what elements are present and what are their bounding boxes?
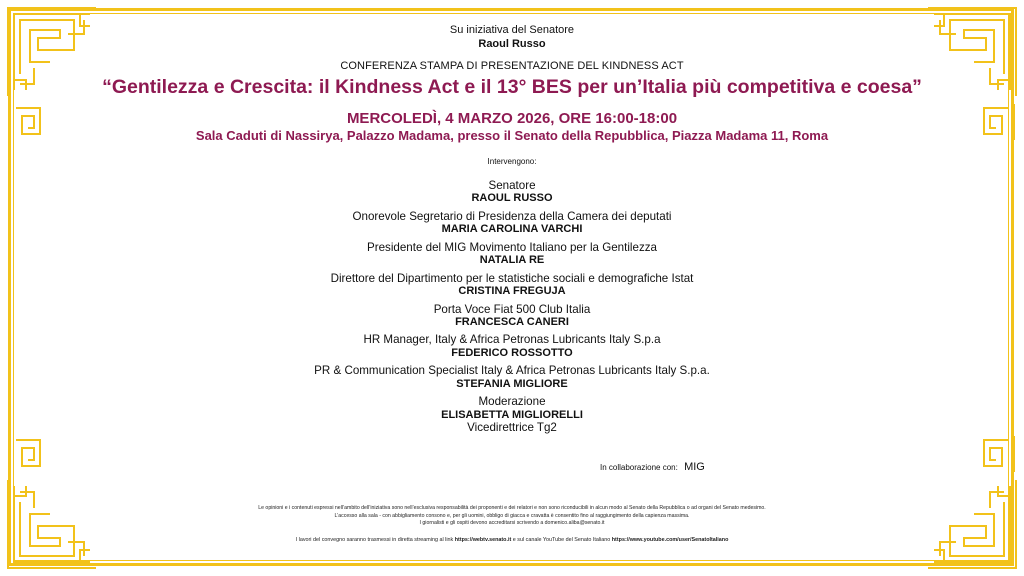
speaker-entry: [100, 364, 924, 390]
disclaimer-line: I giornalisti e gli ospiti devono accreditarsi scrivendo a domenico.aliba@senato.it: [419, 520, 605, 527]
streaming-text: I lavori del convegno saranno trasmessi in diretta streaming al link: [295, 537, 454, 543]
event-date: MERCOLEDÌ, 4 MARZO 2026, ORE 16:00-18:00: [346, 109, 678, 127]
side-ornament-left-upper: [4, 100, 48, 144]
corner-ornament-top-right: [924, 4, 1020, 100]
corner-ornament-bottom-right: [924, 476, 1020, 572]
event-title: “Gentilezza e Crescita: il Kindness Act e il 13° BES per un’Italia più competitiva e coesa”: [102, 76, 922, 99]
streaming-text-middle: e sul canale YouTube del Senato Italiano: [512, 537, 611, 543]
speaker-name: FRANCESCA CANERI: [455, 315, 569, 328]
initiative-label: Su iniziativa del Senatore: [449, 24, 575, 36]
speaker-name: MARIA CAROLINA VARCHI: [441, 222, 583, 235]
side-ornament-right-lower: [976, 432, 1020, 476]
speaker-entry: [100, 333, 924, 359]
speaker-role: Direttore del Dipartimento per le statistiche sociali e demografiche Istat: [330, 271, 694, 285]
moderator-entry: [100, 395, 924, 434]
conference-label: CONFERENZA STAMPA DI PRESENTAZIONE DEL KINDNESS ACT: [340, 59, 684, 72]
moderator-title: Vicedirettrice Tg2: [467, 421, 557, 435]
initiative-senator: Raoul Russo: [478, 37, 546, 50]
collaboration-note: [600, 461, 705, 473]
speaker-name: NATALIA RE: [479, 253, 545, 266]
speaker-entry: [100, 210, 924, 236]
speaker-name: FEDERICO ROSSOTTO: [451, 346, 573, 359]
invitation-content: [100, 24, 924, 440]
speaker-name: CRISTINA FREGUJA: [458, 284, 566, 297]
moderator-role: Moderazione: [478, 395, 546, 409]
streaming-note: [160, 537, 864, 543]
partner-logo-text: MIG: [684, 461, 705, 473]
speaker-entry: [100, 303, 924, 329]
speaker-role: HR Manager, Italy & Africa Petronas Lubricants Italy S.p.a: [363, 333, 661, 347]
youtube-link[interactable]: https://www.youtube.com/user/SenatoItaliano: [611, 537, 729, 543]
speaker-role: PR & Communication Specialist Italy & Africa Petronas Lubricants Italy S.p.a.: [314, 364, 710, 378]
moderator-name: ELISABETTA MIGLIORELLI: [441, 408, 583, 421]
speakers-list: [100, 179, 924, 435]
corner-ornament-top-left: [4, 4, 100, 100]
speaker-entry: [100, 179, 924, 205]
speaker-entry: [100, 241, 924, 267]
speaker-role: Senatore: [488, 178, 536, 192]
disclaimer-line: L’accesso alla sala - con abbigliamento consono e, per gli uomini, obbligo di giacca e cravatta è consentito fino al raggiungimento della capienza massima.: [334, 512, 690, 519]
webtv-link[interactable]: https://webtv.senato.it: [454, 537, 512, 543]
disclaimer: [160, 505, 864, 528]
collaboration-label: In collaborazione con:: [600, 463, 678, 472]
corner-ornament-bottom-left: [4, 476, 100, 572]
speaker-role: Porta Voce Fiat 500 Club Italia: [433, 302, 591, 316]
side-ornament-right-upper: [976, 100, 1020, 144]
side-ornament-left-lower: [4, 432, 48, 476]
speaker-name: STEFANIA MIGLIORE: [456, 377, 568, 390]
disclaimer-line: Le opinioni e i contenuti espressi nell’ambito dell’iniziativa sono nell’esclusiva responsabilità dei proponenti e dei relatori e non sono riconducibili in alcun modo al Senato della Repubblica o ad organi del Senato medesimo.: [258, 505, 766, 511]
event-venue: Sala Caduti di Nassirya, Palazzo Madama, presso il Senato della Repubblica, Piazza Madama 11, Roma: [195, 128, 829, 144]
speaker-entry: [100, 272, 924, 298]
speaker-role: Presidente del MIG Movimento Italiano per la Gentilezza: [367, 240, 657, 254]
speakers-heading: Intervengono:: [487, 156, 537, 166]
speaker-name: RAOUL RUSSO: [471, 191, 553, 204]
speaker-role: Onorevole Segretario di Presidenza della Camera dei deputati: [352, 209, 672, 223]
